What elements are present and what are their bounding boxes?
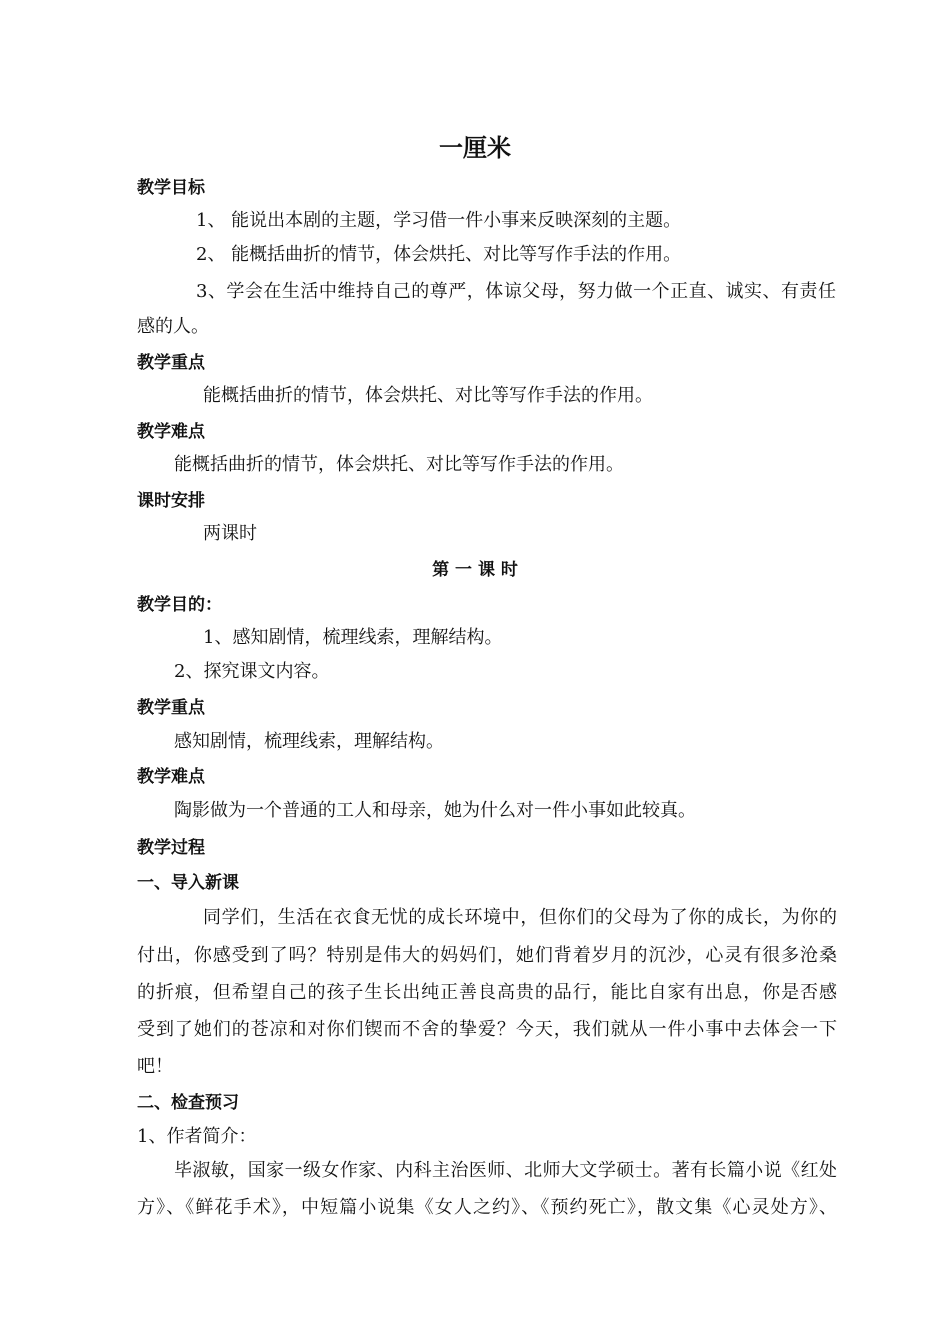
intro-paragraph-line5: 吧！ [137, 1056, 173, 1077]
goal-item-1: 1、 能说出本剧的主题，学习借一件小事来反映深刻的主题。 [196, 210, 682, 231]
lesson-one-heading: 第 一 课 时 [432, 560, 518, 580]
difficulties-2-text: 陶影做为一个普通的工人和母亲，她为什么对一件小事如此较真。 [174, 800, 696, 821]
heading-key-points-2: 教学重点 [137, 698, 205, 718]
schedule-text: 两课时 [203, 523, 257, 544]
heading-goals: 教学目标 [137, 178, 205, 198]
difficulties-text: 能概括曲折的情节，体会烘托、对比等写作手法的作用。 [174, 454, 624, 475]
intro-paragraph-line1: 同学们，生活在衣食无忧的成长环境中，但你们的父母为了你的成长，为你的 [203, 907, 837, 928]
intro-paragraph-line3: 的折痕，但希望自己的孩子生长出纯正善良高贵的品行，能比自家有出息，你是否感 [137, 982, 837, 1003]
heading-difficulties: 教学难点 [137, 422, 205, 442]
heading-key-points: 教学重点 [137, 353, 205, 373]
heading-purpose: 教学目的： [137, 595, 222, 615]
purpose-item-1: 1、感知剧情，梳理线索，理解结构。 [203, 627, 503, 648]
heading-intro: 一、导入新课 [137, 873, 239, 893]
purpose-item-2: 2、探究课文内容。 [174, 661, 330, 682]
goal-item-3-line2: 感的人。 [137, 316, 209, 337]
heading-difficulties-2: 教学难点 [137, 767, 205, 787]
intro-paragraph-line2: 付出，你感受到了吗？特别是伟大的妈妈们，她们背着岁月的沉沙，心灵有很多沧桑 [137, 945, 837, 966]
heading-process: 教学过程 [137, 838, 205, 858]
author-paragraph-line2: 方》、《鲜花手术》，中短篇小说集《女人之约》、《预约死亡》，散文集《心灵处方》、 [137, 1197, 837, 1218]
author-heading: 1、作者简介： [137, 1126, 257, 1147]
page-title: 一厘米 [439, 134, 511, 162]
goal-item-2: 2、 能概括曲折的情节，体会烘托、对比等写作手法的作用。 [196, 244, 682, 265]
key-points-text: 能概括曲折的情节，体会烘托、对比等写作手法的作用。 [203, 385, 653, 406]
heading-preview: 二、检查预习 [137, 1093, 239, 1113]
intro-paragraph-line4: 受到了她们的苍凉和对你们锲而不舍的挚爱？今天，我们就从一件小事中去体会一下 [137, 1019, 837, 1040]
key-points-2-text: 感知剧情，梳理线索，理解结构。 [174, 731, 444, 752]
goal-item-3-line1: 3、学会在生活中维持自己的尊严，体谅父母，努力做一个正直、诚实、有责任 [196, 281, 836, 302]
author-paragraph-line1: 毕淑敏，国家一级女作家、内科主治医师、北师大文学硕士。著有长篇小说《红处 [174, 1160, 837, 1181]
heading-schedule: 课时安排 [137, 491, 205, 511]
